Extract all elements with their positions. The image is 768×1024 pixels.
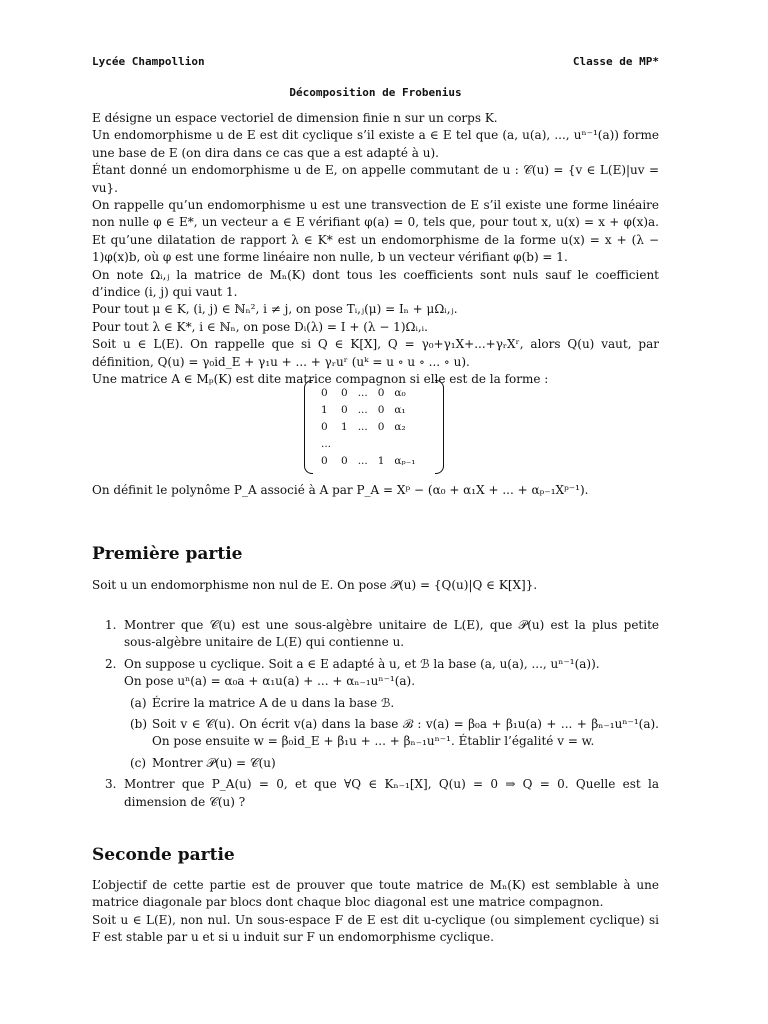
matrix-cell: ...: [357, 454, 368, 467]
page-header: [92, 55, 659, 69]
document-title: Décomposition de Frobenius: [289, 86, 462, 99]
matrix-cell: ...: [321, 437, 332, 450]
intro-line: Une matrice A ∈ Mₚ(K) est dite matrice compagnon si elle est de la forme :: [92, 372, 549, 387]
question-number: (a): [130, 695, 147, 710]
matrix-cell: α₀: [394, 386, 406, 399]
question-text: Montrer que 𝒞(u) est une sous-algèbre unitaire de L(E), que 𝒫(u) est la plus petite sous-algèbre unitaire de L(E) qui contienne u.: [124, 618, 659, 650]
question-2a: [92, 695, 659, 712]
matrix-row: [316, 452, 420, 469]
part1-questions: [92, 617, 659, 815]
matrix-cell: 0: [321, 386, 328, 399]
matrix-cell: ...: [357, 420, 368, 433]
matrix-cell: ...: [357, 386, 368, 399]
matrix-cell: α₁: [394, 403, 406, 416]
intro-line: E désigne un espace vectoriel de dimension finie n sur un corps K.: [92, 111, 498, 125]
matrix-cell: 0: [341, 403, 348, 416]
matrix-cell: [353, 435, 373, 452]
matrix-cell: [336, 435, 353, 452]
intro-line: On rappelle qu’un endomorphisme u est une transvection de E s’il existe une forme linéaire non nulle φ ∈ E*, un vecteur a ∈ E vérifiant φ(a) = 0, tels que, pour tout x, u(x) = x + φ(x)a. Et qu’une dilatation de rapport λ ∈ K* est un endomorphisme de la forme u(x) = x + (λ − 1)φ(x)b, où φ est une forme linéaire non nulle, b un vecteur vérifiant φ(b) = 1.: [92, 198, 659, 265]
question-number: 1.: [105, 618, 117, 632]
part2-text: [92, 877, 659, 947]
matrix-cell: ...: [357, 403, 368, 416]
question-number: 2.: [105, 656, 117, 671]
matrix-cell: 0: [321, 420, 328, 433]
intro-section: [92, 110, 659, 389]
question-text: Écrire la matrice A de u dans la base ℬ.: [152, 695, 395, 710]
question-number: 3.: [105, 777, 117, 792]
matrix-cell: 0: [377, 403, 385, 416]
question-1: [92, 617, 659, 652]
matrix-cell: α₂: [394, 420, 406, 433]
matrix-cell: αₚ₋₁: [394, 454, 416, 467]
question-text: On suppose u cyclique. Soit a ∈ E adapté à u, et ℬ la base (a, u(a), ..., uⁿ⁻¹(a)).: [124, 656, 600, 671]
matrix-left-bracket: [304, 380, 313, 474]
matrix-right-bracket: [435, 380, 444, 474]
intro-line: Soit u ∈ L(E). On rappelle que si Q ∈ K[X], Q = γ₀+γ₁X+...+γᵣXʳ, alors Q(u) vaut, par définition, Q(u) = γ₀id_E + γ₁u + ... + γᵣuʳ (uᵏ = u ∘ u ∘ ... ∘ u).: [92, 337, 659, 369]
question-text: Montrer que P_A(u) = 0, et que ∀Q ∈ Kₙ₋₁[X], Q(u) = 0 ⇒ Q = 0. Quelle est la dimension de 𝒞(u) ?: [124, 777, 659, 809]
intro-line: Étant donné un endomorphisme u de E, on appelle commutant de u : 𝒞(u) = {v ∈ L(E)|uv = vu}.: [92, 163, 659, 195]
school-name: Lycée Champollion: [92, 55, 205, 68]
matrix-cell: 0: [341, 454, 348, 467]
matrix-cell: 0: [377, 420, 385, 433]
companion-matrix: [304, 380, 444, 472]
matrix-row: [316, 418, 420, 435]
matrix-cell: 1: [377, 454, 385, 467]
matrix-cell: [373, 435, 390, 452]
part2-heading: Seconde partie: [92, 845, 235, 865]
part2-paragraph: Soit u ∈ L(E), non nul. Un sous-espace F de E est dit u-cyclique (ou simplement cyclique) si F est stable par u et si u induit sur F un endomorphisme cyclique.: [92, 912, 659, 945]
matrix-cell: [389, 435, 420, 452]
intro-line: Pour tout μ ∈ K, (i, j) ∈ ℕₙ², i ≠ j, on pose Tᵢ,ⱼ(μ) = Iₙ + μΩᵢ,ⱼ.: [92, 302, 458, 317]
question-3: [92, 776, 659, 811]
matrix-row: [316, 401, 420, 418]
question-2c: [92, 755, 659, 772]
intro-line: Pour tout λ ∈ K*, i ∈ ℕₙ, on pose Dᵢ(λ) = I + (λ − 1)Ωᵢ,ᵢ.: [92, 319, 428, 334]
matrix-row: [316, 384, 420, 401]
class-name: Classe de MP*: [572, 55, 659, 68]
matrix-cell: 0: [341, 386, 348, 399]
question-number: (c): [130, 755, 147, 770]
question-text: Montrer 𝒫(u) = 𝒞(u): [152, 755, 276, 770]
question-number: (b): [130, 717, 148, 732]
part1-lead: Soit u un endomorphisme non nul de E. On pose 𝒫(u) = {Q(u)|Q ∈ K[X]}.: [92, 578, 538, 592]
matrix-cell: 1: [341, 420, 348, 433]
intro-line: Un endomorphisme u de E est dit cyclique s’il existe a ∈ E tel que (a, u(a), ..., uⁿ⁻¹(a)) forme une base de E (on dira dans ce cas que a est adapté à u).: [92, 128, 659, 160]
intro-line: On note Ωᵢ,ⱼ la matrice de Mₙ(K) dont tous les coefficients sont nuls sauf le coefficient d’indice (i, j) qui vaut 1.: [92, 267, 659, 300]
matrix-cell: 0: [377, 386, 385, 399]
question-2: [92, 656, 659, 673]
part2-paragraph: L’objectif de cette partie est de prouver que toute matrice de Mₙ(K) est semblable à une matrice diagonale par blocs dont chaque bloc diagonal est une matrice compagnon.: [92, 878, 659, 910]
question-text: Soit v ∈ 𝒞(u). On écrit v(a) dans la base ℬ : v(a) = β₀a + β₁u(a) + ... + βₙ₋₁uⁿ⁻¹(a). On pose ensuite w = β₀id_E + β₁u + ... + βₙ₋₁uⁿ⁻¹. Établir l’égalité v = w.: [152, 717, 659, 749]
polynomial-definition: On définit le polynôme P_A associé à A par P_A = Xᵖ − (α₀ + α₁X + ... + αₚ₋₁Xᵖ⁻¹).: [92, 483, 589, 497]
matrix-cell: 0: [321, 454, 328, 467]
matrix-row: [316, 435, 420, 452]
question-2b: [92, 716, 659, 751]
matrix-table: [316, 384, 420, 469]
part1-heading: Première partie: [92, 544, 243, 564]
matrix-cell: 1: [321, 403, 328, 416]
question-2-continuation: On pose uⁿ(a) = α₀a + α₁u(a) + ... + αₙ₋₁uⁿ⁻¹(a).: [124, 674, 416, 689]
